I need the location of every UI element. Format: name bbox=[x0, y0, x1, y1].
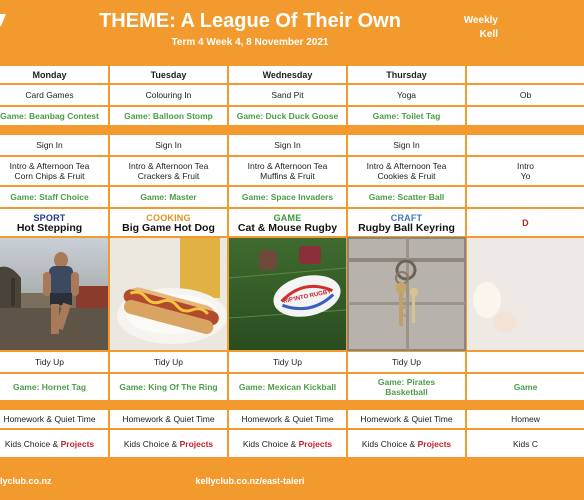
page-subtitle: Term 4 Week 4, 8 November 2021 bbox=[171, 37, 329, 48]
footer-url[interactable]: kellyclub.co.nz/east-taieri bbox=[195, 476, 305, 486]
kids-choice-cell bbox=[110, 430, 227, 457]
afternoon-tea-cell bbox=[467, 157, 584, 185]
late-game-cell bbox=[229, 374, 346, 400]
tidy-up: Tidy Up bbox=[229, 352, 346, 372]
footer-left-url[interactable]: lyclub.co.nz bbox=[0, 476, 52, 486]
tea-title: Intro bbox=[516, 161, 534, 171]
sign-in: Sign In bbox=[110, 135, 227, 155]
tea-title: Intro & Afternoon Tea bbox=[366, 161, 447, 171]
day-column bbox=[229, 66, 346, 458]
kids-choice-text: Kids Choice & bbox=[4, 438, 61, 449]
tidy-up: Tidy Up bbox=[110, 352, 227, 372]
late-game-line2: Basketball bbox=[385, 387, 428, 397]
late-game-cell bbox=[0, 374, 108, 400]
activity-cell bbox=[0, 209, 108, 236]
homework-time: Homework & Quiet Time bbox=[229, 410, 346, 428]
tea-food: Muffins & Fruit bbox=[260, 171, 315, 181]
activity-photo bbox=[110, 238, 227, 350]
morning-game bbox=[467, 107, 584, 125]
homework-time: Homew bbox=[467, 410, 584, 428]
activity-cell bbox=[229, 209, 346, 236]
day-header bbox=[467, 66, 584, 83]
header bbox=[0, 0, 500, 64]
homework-time: Homework & Quiet Time bbox=[0, 410, 108, 428]
kids-choice-text: Kids Choice & bbox=[242, 438, 299, 449]
tidy-up: Tidy Up bbox=[0, 352, 108, 372]
header-corner-text bbox=[464, 14, 498, 42]
afternoon-game bbox=[467, 187, 584, 207]
kids-choice-cell bbox=[348, 430, 465, 457]
sign-in: Sign In bbox=[229, 135, 346, 155]
kids-choice-text: Kids Choice & bbox=[361, 438, 418, 449]
afternoon-tea-cell bbox=[110, 157, 227, 185]
sign-in: Sign In bbox=[0, 135, 108, 155]
morning-activity: Card Games bbox=[0, 85, 108, 105]
morning-activity: Ob bbox=[467, 85, 584, 105]
kids-choice-cell bbox=[229, 430, 346, 457]
homework-time: Homework & Quiet Time bbox=[110, 410, 227, 428]
tea-title: Intro & Afternoon Tea bbox=[247, 161, 328, 171]
activity-photo bbox=[467, 238, 584, 350]
projects-text: Projects bbox=[298, 438, 333, 449]
late-game-line1: Game: Mexican Kickball bbox=[238, 382, 337, 392]
kids-choice-text: Kids C bbox=[512, 438, 539, 449]
afternoon-tea-cell bbox=[0, 157, 108, 185]
tea-food: Yo bbox=[520, 171, 531, 181]
rugby-player-photo bbox=[0, 238, 108, 350]
header-corner-line2: Kell bbox=[479, 29, 498, 40]
late-game-line1: Game: King Of The Ring bbox=[119, 382, 218, 392]
activity-name: Hot Stepping bbox=[16, 221, 83, 234]
activity-category: COOKING bbox=[146, 212, 191, 223]
tidy-up bbox=[467, 352, 584, 372]
morning-activity: Colouring In bbox=[110, 85, 227, 105]
activity-photo bbox=[348, 238, 465, 350]
tea-title: Intro & Afternoon Tea bbox=[9, 161, 90, 171]
activity-name: Big Game Hot Dog bbox=[122, 221, 215, 234]
activity-name: Cat & Mouse Rugby bbox=[237, 221, 338, 234]
afternoon-tea-cell bbox=[348, 157, 465, 185]
keyring-photo bbox=[348, 238, 465, 350]
morning-game: Game: Duck Duck Goose bbox=[229, 107, 346, 125]
afternoon-game: Game: Space Invaders bbox=[229, 187, 346, 207]
afternoon-game: Game: Staff Choice bbox=[0, 187, 108, 207]
kids-choice-cell bbox=[0, 430, 108, 457]
day-header: Thursday bbox=[348, 66, 465, 83]
tidy-up: Tidy Up bbox=[348, 352, 465, 372]
activity-category: GAME bbox=[273, 212, 302, 223]
activity-cell bbox=[467, 209, 584, 236]
header-corner-line1: Weekly bbox=[463, 15, 498, 26]
morning-activity: Sand Pit bbox=[229, 85, 346, 105]
tea-food: Corn Chips & Fruit bbox=[14, 171, 85, 181]
activity-cell bbox=[348, 209, 465, 236]
late-game-cell bbox=[467, 374, 584, 400]
day-column bbox=[467, 66, 584, 458]
late-game-cell bbox=[110, 374, 227, 400]
kids-choice-text: Kids Choice & bbox=[123, 438, 180, 449]
hot-dog-photo bbox=[110, 238, 227, 350]
afternoon-tea-cell bbox=[229, 157, 346, 185]
late-game-line1: Game bbox=[513, 382, 538, 392]
dessert-photo bbox=[467, 238, 584, 350]
activity-photo bbox=[0, 238, 108, 350]
activity-name: Rugby Ball Keyring bbox=[358, 221, 455, 234]
tea-food: Cookies & Fruit bbox=[377, 171, 436, 181]
day-header: Monday bbox=[0, 66, 108, 83]
activity-cell bbox=[110, 209, 227, 236]
day-column bbox=[348, 66, 465, 458]
day-column bbox=[110, 66, 227, 458]
morning-game: Game: Beanbag Contest bbox=[0, 107, 108, 125]
projects-text: Projects bbox=[417, 438, 452, 449]
sign-in bbox=[467, 135, 584, 155]
projects-text: Projects bbox=[60, 438, 95, 449]
afternoon-game: Game: Master bbox=[110, 187, 227, 207]
activity-photo bbox=[229, 238, 346, 350]
homework-time: Homework & Quiet Time bbox=[348, 410, 465, 428]
sign-in: Sign In bbox=[348, 135, 465, 155]
schedule-grid bbox=[0, 66, 540, 458]
afternoon-game: Game: Scatter Ball bbox=[348, 187, 465, 207]
morning-game: Game: Balloon Stomp bbox=[110, 107, 227, 125]
day-header: Wednesday bbox=[229, 66, 346, 83]
activity-category: CRAFT bbox=[390, 212, 423, 223]
ball-print-text: RIP'INTO RUGBY bbox=[282, 288, 332, 306]
late-game-line1: Game: Hornet Tag bbox=[12, 382, 87, 392]
activity-category: D bbox=[522, 217, 529, 228]
tea-food: Crackers & Fruit bbox=[137, 171, 200, 181]
late-game-line1: Game: Pirates bbox=[377, 377, 436, 387]
tea-title: Intro & Afternoon Tea bbox=[128, 161, 209, 171]
rugby-ball-photo bbox=[229, 238, 346, 350]
activity-category: SPORT bbox=[33, 212, 66, 223]
morning-game: Game: Toilet Tag bbox=[348, 107, 465, 125]
day-column bbox=[0, 66, 108, 458]
page-title: THEME: A League Of Their Own bbox=[99, 10, 401, 32]
projects-text: Projects bbox=[179, 438, 214, 449]
late-game-cell bbox=[348, 374, 465, 400]
morning-activity: Yoga bbox=[348, 85, 465, 105]
kids-choice-cell bbox=[467, 430, 584, 457]
day-header: Tuesday bbox=[110, 66, 227, 83]
